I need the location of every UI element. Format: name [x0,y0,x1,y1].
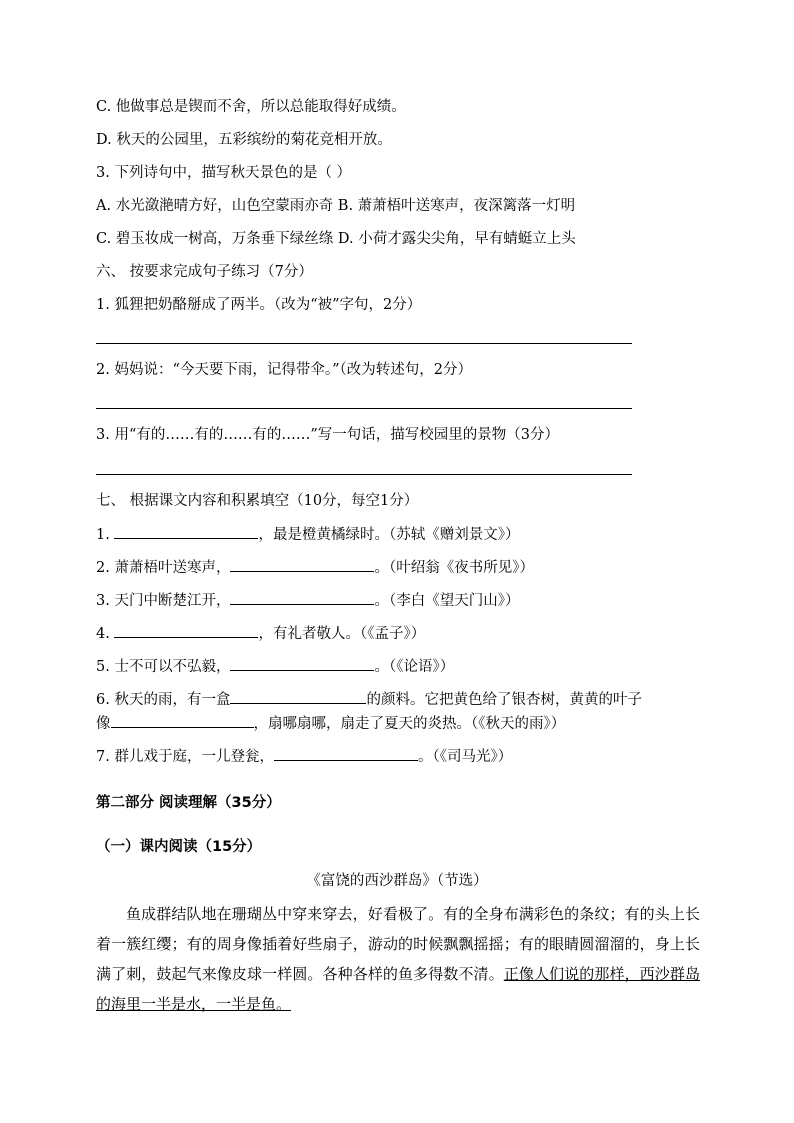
fill-item-2-suffix: 。（叶绍翁《夜书所见》） [374,560,534,576]
fill-item-7 [96,746,512,767]
fill-item-4-prefix: 4. [96,626,115,642]
section-6-q2: 2. 妈妈说：“今天要下雨，记得带伞。”（改为转述句，2分） [96,362,472,378]
fill-item-1-prefix: 1. [96,527,115,543]
fill-blank-3[interactable] [230,590,374,605]
fill-blank-7[interactable] [274,746,418,761]
passage-underlined-sentence: 正像人们说的那样，西沙群岛的海里一半是水，一半是鱼。 [96,965,700,1013]
question-3-options-cd: C. 碧玉妆成一树高，万条垂下绿丝绦 D. 小荷才露尖尖角，早有蜻蜓立上头 [96,231,576,247]
question-3: 3. 下列诗句中，描写秋天景色的是（ ） [96,165,352,181]
part-2-subheading: （一）课内阅读（15分） [96,839,262,855]
question-3-options-ab: A. 水光潋滟晴方好，山色空蒙雨亦奇 B. 萧萧梧叶送寒声，夜深篱落一灯明 [96,198,576,214]
fill-item-1 [96,524,519,545]
option-c: C. 他做事总是锲而不舍，所以总能取得好成绩。 [96,99,406,115]
fill-blank-1[interactable] [114,524,258,539]
fill-item-3 [96,590,519,611]
fill-item-6-prefix: 6. 秋天的雨，有一盒 [96,692,231,708]
fill-blank-6a[interactable] [230,689,366,704]
fill-item-7-prefix: 7. 群儿戏于庭，一儿登瓮， [96,749,274,765]
passage-paragraph [96,899,700,1019]
section-6-q3: 3. 用“有的……有的……有的……”写一句话，描写校园里的景物（3分） [96,427,559,443]
part-2-heading: 第二部分 阅读理解（35分） [96,795,281,811]
fill-item-6b-prefix: 像 [96,716,111,732]
fill-blank-5[interactable] [230,656,374,671]
answer-line-1[interactable] [96,343,632,344]
fill-item-7-suffix: 。（《司马光》） [417,749,513,765]
passage-text: 鱼成群结队地在珊瑚丛中穿来穿去，好看极了。有的全身布满彩色的条纹；有的头上长着一簇红缨；有的周身像插着好些扇子，游动的时候飘飘摇摇；有的眼睛圆溜溜的，身上长满了刺，鼓起气来像皮球一样圆。各种各样的鱼多得数不清。 [96,905,700,983]
fill-item-3-prefix: 3. 天门中断楚江开， [96,593,231,609]
fill-item-6-continued [96,713,565,734]
fill-item-4 [96,623,425,644]
passage-title: 《富饶的西沙群岛》（节选） [306,873,488,889]
fill-item-5-prefix: 5. 士不可以不弘毅， [96,659,231,675]
fill-item-4-suffix: ，有礼者敬人。（《孟子》） [258,626,426,642]
fill-item-6-suffix: 的颜料。它把黄色给了银杏树，黄黄的叶子 [366,692,642,708]
option-d: D. 秋天的公园里，五彩缤纷的菊花竞相开放。 [96,132,392,148]
fill-item-3-suffix: 。（李白《望天门山》） [374,593,520,609]
fill-blank-6b[interactable] [111,713,254,728]
section-7-heading: 七、 根据课文内容和积累填空（10分，每空1分） [96,493,419,509]
fill-item-2-prefix: 2. 萧萧梧叶送寒声， [96,560,231,576]
fill-item-1-suffix: ，最是橙黄橘绿时。（苏轼《赠刘景文》） [258,527,520,543]
fill-item-5-suffix: 。（《论语》） [374,659,455,675]
section-6-q1: 1. 狐狸把奶酪掰成了两半。（改为“被”字句，2分） [96,297,422,313]
fill-item-6b-suffix: ，扇哪扇哪，扇走了夏天的炎热。（《秋天的雨》） [253,716,566,732]
section-6-heading: 六、 按要求完成句子练习（7分） [96,264,313,280]
answer-line-3[interactable] [96,474,632,475]
fill-blank-4[interactable] [114,623,258,638]
fill-blank-2[interactable] [230,557,374,572]
fill-item-6 [96,689,642,710]
fill-item-5 [96,656,454,677]
answer-line-2[interactable] [96,408,632,409]
fill-item-2 [96,557,534,578]
